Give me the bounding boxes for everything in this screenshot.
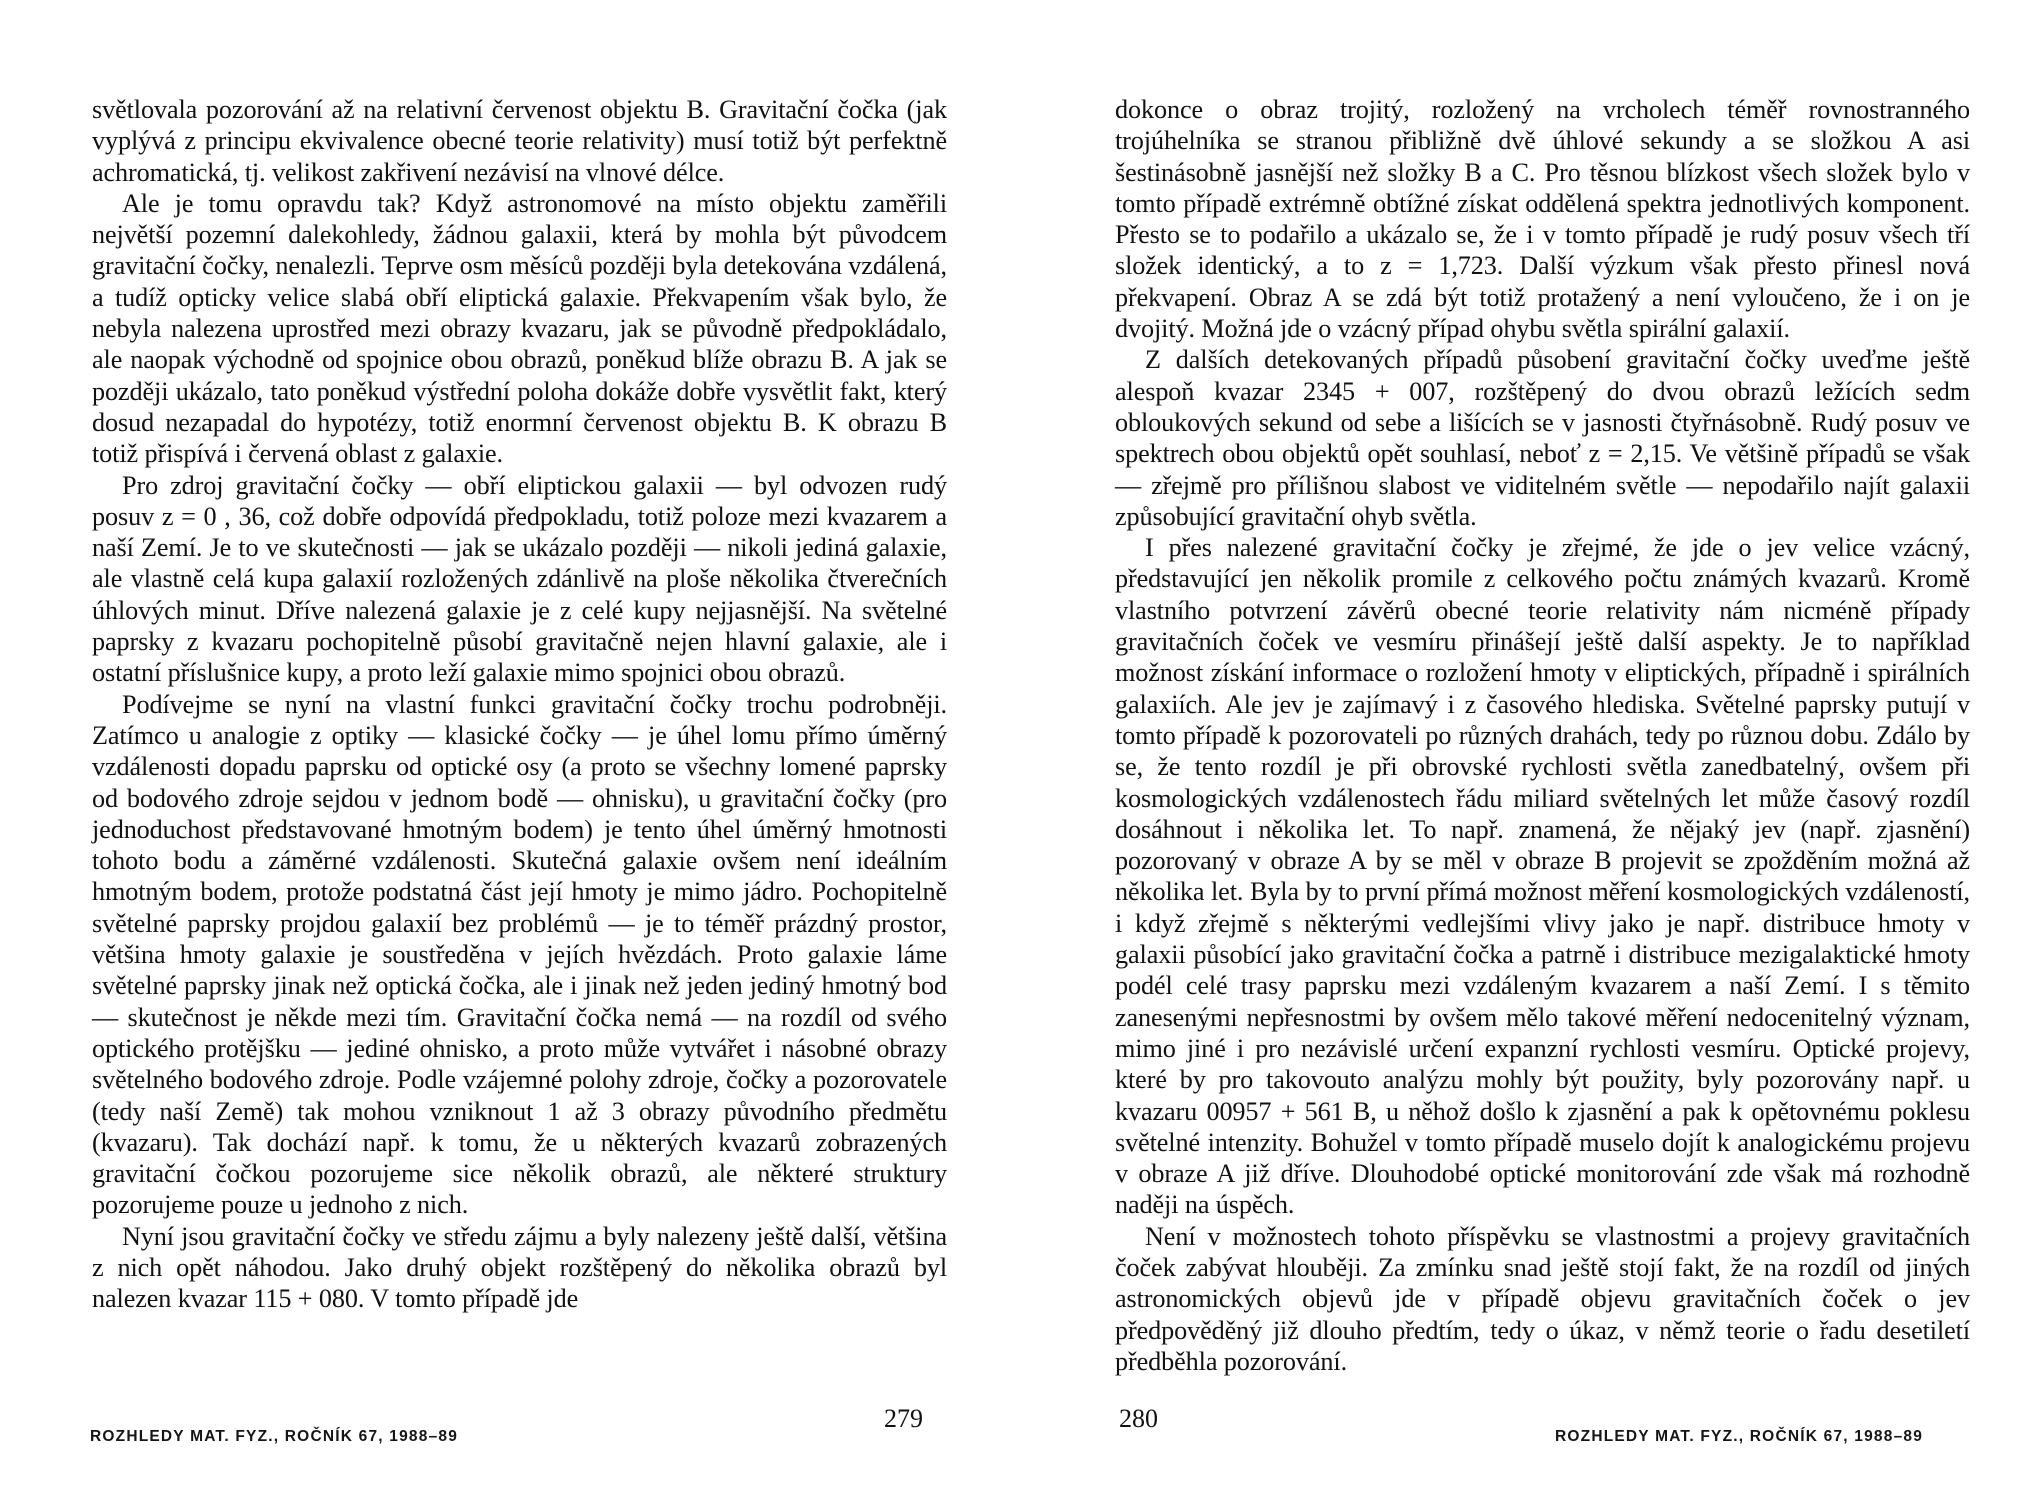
paragraph: dokonce o obraz trojitý, rozložený na vrcholech téměř rovnostranného trojúhelníka se stranou přibližně dvě úhlové sekundy a se složkou A asi šestinásobně jasnější než složky B a C. Pro těsnou blízkost všech složek bylo v tomto případě extrémně obtížné získat oddělená spektra jednotlivých komponent. Přesto se to podařilo a ukázalo se, že i v tomto případě je rudý posuv všech tří složek identický, a to z = 1,723. Další výzkum však přesto přinesl nová překvapení. Obraz A se zdá být totiž protažený a není vyloučeno, že i on je dvojitý. Možná jde o vzácný případ ohybu světla spirální galaxií.	[1115, 95, 1970, 344]
journal-footer: ROZHLEDY MAT. FYZ., ROČNÍK 67, 1988–89	[1555, 1428, 1924, 1445]
paragraph: Pro zdroj gravitační čočky — obří eliptickou galaxii — byl odvozen rudý posuv z = 0 , 36, což dobře odpovídá předpokladu, totiž poloze mezi kvazarem a naší Zemí. Je to ve skutečnosti — jak se ukázalo později — nikoli jediná galaxie, ale vlastně celá kupa galaxií rozložených zdánlivě na ploše několika čtverečních úhlových minut. Dříve nalezená galaxie je z celé kupy nejjasnější. Na světelné paprsky z kvazaru pochopitelně působí gravitačně nejen hlavní galaxie, ale i ostatní příslušnice kupy, a proto leží galaxie mimo spojnici obou obrazů.	[92, 470, 947, 688]
page-number: 280	[1119, 1404, 1158, 1433]
paragraph: Podívejme se nyní na vlastní funkci gravitační čočky trochu podrobněji. Zatímco u analogie z optiky — klasické čočky — je úhel lomu přímo úměrný vzdálenosti dopadu paprsku od optické osy (a proto se všechny lomené paprsky od bodového zdroje sejdou v jednom bodě — ohnisku), u gravitační čočky (pro jednoduchost představované hmotným bodem) je tento úhel úměrný hmotnosti tohoto bodu a záměrné vzdálenosti. Skutečná galaxie ovšem není ideálním hmotným bodem, protože podstatná část její hmoty je mimo jádro. Pochopitelně světelné paprsky projdou galaxií bez problémů — je to téměř prázdný prostor, většina hmoty galaxie je soustředěna v jejích hvězdách. Proto galaxie láme světelné paprsky jinak než optická čočka, ale i jinak než jeden jediný hmotný bod — skutečnost je někde mezi tím. Gravitační čočka nemá — na rozdíl od svého optického protějšku — jediné ohnisko, a proto může vytvářet i násobné obrazy světelného bodového zdroje. Podle vzájemné polohy zdroje, čočky a pozorovatele (tedy naší Země) tak mohou vzniknout 1 až 3 obrazy původního předmětu (kvazaru). Tak dochází např. k tomu, že u některých kvazarů zobrazených gravitační čočkou pozorujeme sice několik obrazů, ale některé struktury pozorujeme pouze u jednoho z nich.	[92, 689, 947, 1220]
right-text-column	[1115, 94, 1970, 1377]
paragraph: Nyní jsou gravitační čočky ve středu zájmu a byly nalezeny ještě další, většina z nich opět náhodou. Jako druhý objekt rozštěpený do několika obrazů byl nalezen kvazar 115 + 080. V tomto případě jde	[92, 1221, 947, 1314]
paragraph: Ale je tomu opravdu tak? Když astronomové na místo objektu zaměřili největší pozemní dalekohledy, žádnou galaxii, která by mohla být původcem gravitační čočky, nenalezli. Teprve osm měsíců později byla detekována vzdálená, a tudíž opticky velice slabá obří eliptická galaxie. Překvapením však bylo, že nebyla nalezena uprostřed mezi obrazy kvazaru, jak se původně předpokládalo, ale naopak východně od spojnice obou obrazů, poněkud blíže obrazu B. A jak se později ukázalo, tato poněkud výstřední poloha dokáže dobře vysvětlit fakt, který dosud nezapadal do hypotézy, totiž enormní červenost objektu B. K obrazu B totiž přispívá i červená oblast z galaxie.	[92, 188, 947, 469]
paragraph: Z dalších detekovaných případů působení gravitační čočky uveďme ještě alespoň kvazar 2345 + 007, rozštěpený do dvou obrazů ležících sedm obloukových sekund od sebe a lišících se v jasnosti čtyřnásobně. Rudý posuv ve spektrech obou objektů opět souhlasí, neboť z = 2,15. Ve většině případů se však — zřejmě pro přílišnou slabost ve viditelném světle — nepodařilo najít galaxii způsobující gravitační ohyb světla.	[1115, 345, 1970, 531]
right-page	[1020, 0, 2040, 1501]
journal-footer: ROZHLEDY MAT. FYZ., ROČNÍK 67, 1988–89	[90, 1428, 459, 1445]
page-number: 279	[884, 1404, 923, 1433]
paragraph: I přes nalezené gravitační čočky je zřejmé, že jde o jev velice vzácný, představující jen několik promile z celkového počtu známých kvazarů. Kromě vlastního potvrzení závěrů obecné teorie relativity nám nicméně případy gravitačních čoček ve vesmíru přinášejí ještě další aspekty. Je to například možnost získání informace o rozložení hmoty v eliptických, případně i spirálních galaxiích. Ale jev je zajímavý i z časového hlediska. Světelné paprsky putují v tomto případě k pozorovateli po různých drahách, tedy po různou dobu. Zdálo by se, že tento rozdíl je při obrovské rychlosti světla zanedbatelný, ovšem při kosmologických vzdálenostech řádu miliard světelných let může časový rozdíl dosáhnout i několika let. To např. znamená, že nějaký jev (např. zjasnění) pozorovaný v obraze A by se měl v obraze B projevit se zpožděním možná až několika let. Byla by to první přímá možnost měření kosmologických vzdáleností, i když zřejmě s některými vedlejšími vlivy jako je např. distribuce hmoty v galaxii působící jako gravitační čočka a patrně i distribuce mezigalaktické hmoty podél celé trasy paprsku mezi vzdáleným kvazarem a naší Zemí. I s těmito zanesenými nepřesnostmi by ovšem mělo takové měření nedocenitelný význam, mimo jiné i pro nezávislé určení expanzní rychlosti vesmíru. Optické projevy, které by pro takovouto analýzu mohly být použity, byly pozorovány např. u kvazaru 00957 + 561 B, u něhož došlo k zjasnění a pak k opětovnému poklesu světelné intenzity. Bohužel v tomto případě muselo dojít k analogickému projevu v obraze A již dříve. Dlouhodobé optické monitorování zde však má rozhodně naději na úspěch.	[1115, 533, 1970, 1220]
left-text-column	[92, 94, 947, 1315]
paragraph: Není v možnostech tohoto příspěvku se vlastnostmi a projevy gravitačních čoček zabývat hlouběji. Za zmínku snad ještě stojí fakt, že na rozdíl od jiných astronomických objevů jde v případě objevu gravitačních čoček o jev předpověděný již dlouho předtím, tedy o úkaz, v němž teorie o řadu desetiletí předběhla pozorování.	[1115, 1221, 1970, 1376]
paragraph: světlovala pozorování až na relativní červenost objektu B. Gravitační čočka (jak vyplývá z principu ekvivalence obecné teorie relativity) musí totiž být perfektně achromatická, tj. velikost zakřivení nezávisí na vlnové délce.	[92, 95, 947, 187]
